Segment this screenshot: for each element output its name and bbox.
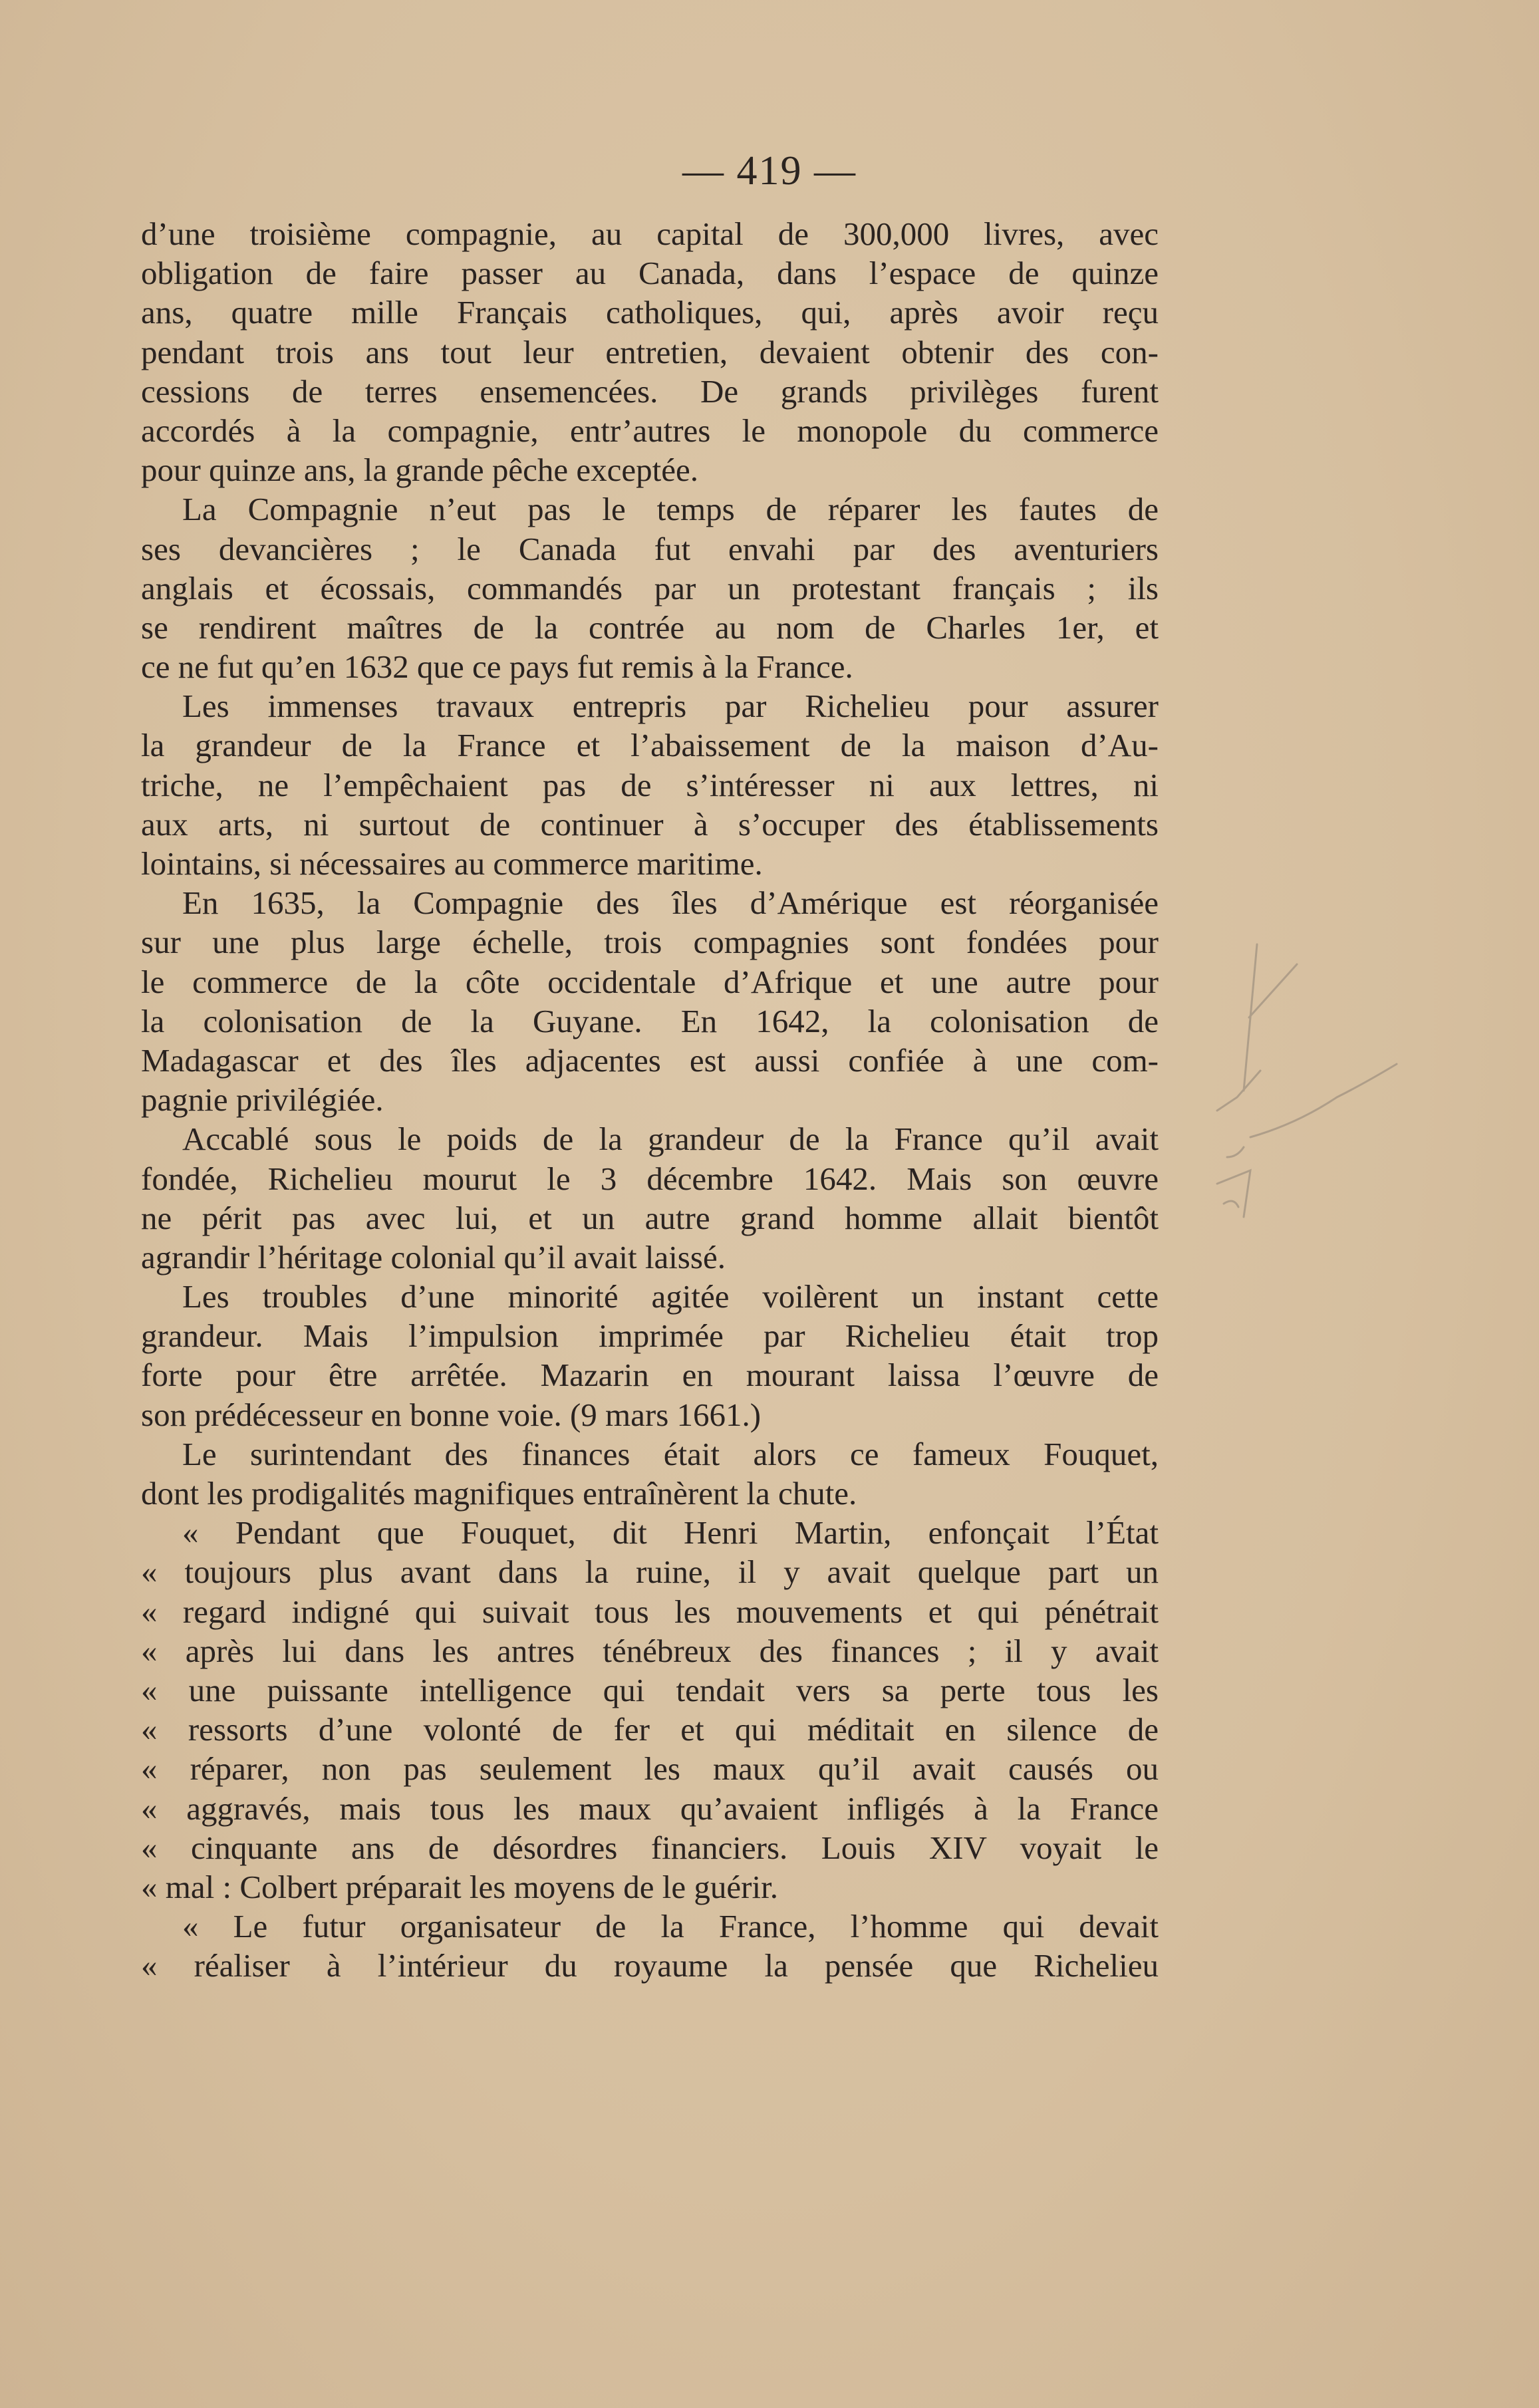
text-line: ses devancières ; le Canada fut envahi par des aventuriers	[141, 530, 1159, 567]
text-line: « cinquante ans de désordres financiers. Louis XIV voyait le	[141, 1829, 1159, 1866]
text-line: le commerce de la côte occidentale d’Afrique et une autre pour	[141, 963, 1159, 1000]
text-line: se rendirent maîtres de la contrée au nom de Charles 1er, et	[141, 608, 1159, 646]
text-line: dont les prodigalités magnifiques entraînèrent la chute.	[141, 1475, 857, 1512]
text-line: Le surintendant des finances était alors ce fameux Fouquet,	[182, 1435, 1159, 1472]
text-line: « regard indigné qui suivait tous les mouvements et qui pénétrait	[141, 1593, 1159, 1630]
body-text	[141, 214, 1159, 1985]
text-line: pendant trois ans tout leur entretien, devaient obtenir des con-	[141, 333, 1159, 370]
text-line: En 1635, la Compagnie des îles d’Amérique est réorganisée	[182, 884, 1159, 922]
text-line: « aggravés, mais tous les maux qu’avaient infligés à la France	[141, 1790, 1159, 1827]
text-line: d’une troisième compagnie, au capital de 300,000 livres, avec	[141, 215, 1159, 252]
text-line: « Le futur organisateur de la France, l’homme qui devait	[182, 1908, 1159, 1945]
text-line: grandeur. Mais l’impulsion imprimée par Richelieu était trop	[141, 1317, 1159, 1355]
text-line: Les troubles d’une minorité agitée voilèrent un instant cette	[182, 1278, 1159, 1315]
text-line: « réaliser à l’intérieur du royaume la pensée que Richelieu	[141, 1947, 1159, 1984]
text-line: ans, quatre mille Français catholiques, qui, après avoir reçu	[141, 294, 1159, 331]
text-line: ne périt pas avec lui, et un autre grand homme allait bientôt	[141, 1199, 1159, 1236]
quotation-paragraph	[141, 1513, 1159, 1907]
text-line: « ressorts d’une volonté de fer et qui méditait en silence de	[141, 1711, 1159, 1748]
text-line: la grandeur de la France et l’abaissement de la maison d’Au-	[141, 727, 1159, 764]
text-line: cessions de terres ensemencées. De grands privilèges furent	[141, 372, 1159, 410]
page-number: — 419 —	[682, 148, 857, 194]
text-line: son prédécesseur en bonne voie. (9 mars 1661.)	[141, 1396, 762, 1433]
text-line: La Compagnie n’eut pas le temps de réparer les fautes de	[182, 491, 1159, 528]
paragraph	[141, 883, 1159, 1119]
text-line: accordés à la compagnie, entr’autres le monopole du commerce	[141, 412, 1159, 449]
paragraph	[141, 1434, 1159, 1513]
text-line: obligation de faire passer au Canada, dans l’espace de quinze	[141, 255, 1159, 292]
paragraph	[141, 686, 1159, 883]
text-line: « Pendant que Fouquet, dit Henri Martin, enfonçait l’État	[182, 1514, 1159, 1551]
text-line: « une puissante intelligence qui tendait vers sa perte tous les	[141, 1671, 1159, 1708]
quotation-paragraph	[141, 1907, 1159, 1985]
text-line: « après lui dans les antres ténébreux des finances ; il y avait	[141, 1632, 1159, 1669]
text-line: aux arts, ni surtout de continuer à s’occuper des établissements	[141, 805, 1159, 843]
paragraph	[141, 489, 1159, 686]
text-line: Madagascar et des îles adjacentes est aussi confiée à une com-	[141, 1041, 1159, 1079]
text-line: « toujours plus avant dans la ruine, il y avait quelque part un	[141, 1553, 1159, 1591]
text-line: pagnie privilégiée.	[141, 1081, 384, 1119]
text-line: fondée, Richelieu mourut le 3 décembre 1642. Mais son œuvre	[141, 1160, 1159, 1197]
text-line: pour quinze ans, la grande pêche exceptée.	[141, 452, 699, 489]
paragraph	[141, 1119, 1159, 1277]
text-line: « réparer, non pas seulement les maux qu’il avait causés ou	[141, 1750, 1159, 1788]
text-line: la colonisation de la Guyane. En 1642, la colonisation de	[141, 1002, 1159, 1039]
text-line: ce ne fut qu’en 1632 que ce pays fut remis à la France.	[141, 648, 853, 686]
text-line: Accablé sous le poids de la grandeur de la France qu’il avait	[182, 1121, 1159, 1158]
text-line: forte pour être arrêtée. Mazarin en mourant laissa l’œuvre de	[141, 1357, 1159, 1394]
text-line: « mal : Colbert préparait les moyens de le guérir.	[141, 1868, 778, 1905]
paragraph	[141, 214, 1159, 489]
pencil-marginalia-icon	[1197, 918, 1437, 1224]
text-line: sur une plus large échelle, trois compagnies sont fondées pour	[141, 924, 1159, 961]
text-line: agrandir l’héritage colonial qu’il avait laissé.	[141, 1238, 726, 1275]
text-line: Les immenses travaux entrepris par Richelieu pour assurer	[182, 688, 1159, 725]
text-line: anglais et écossais, commandés par un protestant français ; ils	[141, 569, 1159, 606]
paragraph	[141, 1277, 1159, 1434]
text-line: triche, ne l’empêchaient pas de s’intéresser ni aux lettres, ni	[141, 766, 1159, 803]
text-line: lointains, si nécessaires au commerce maritime.	[141, 845, 763, 882]
